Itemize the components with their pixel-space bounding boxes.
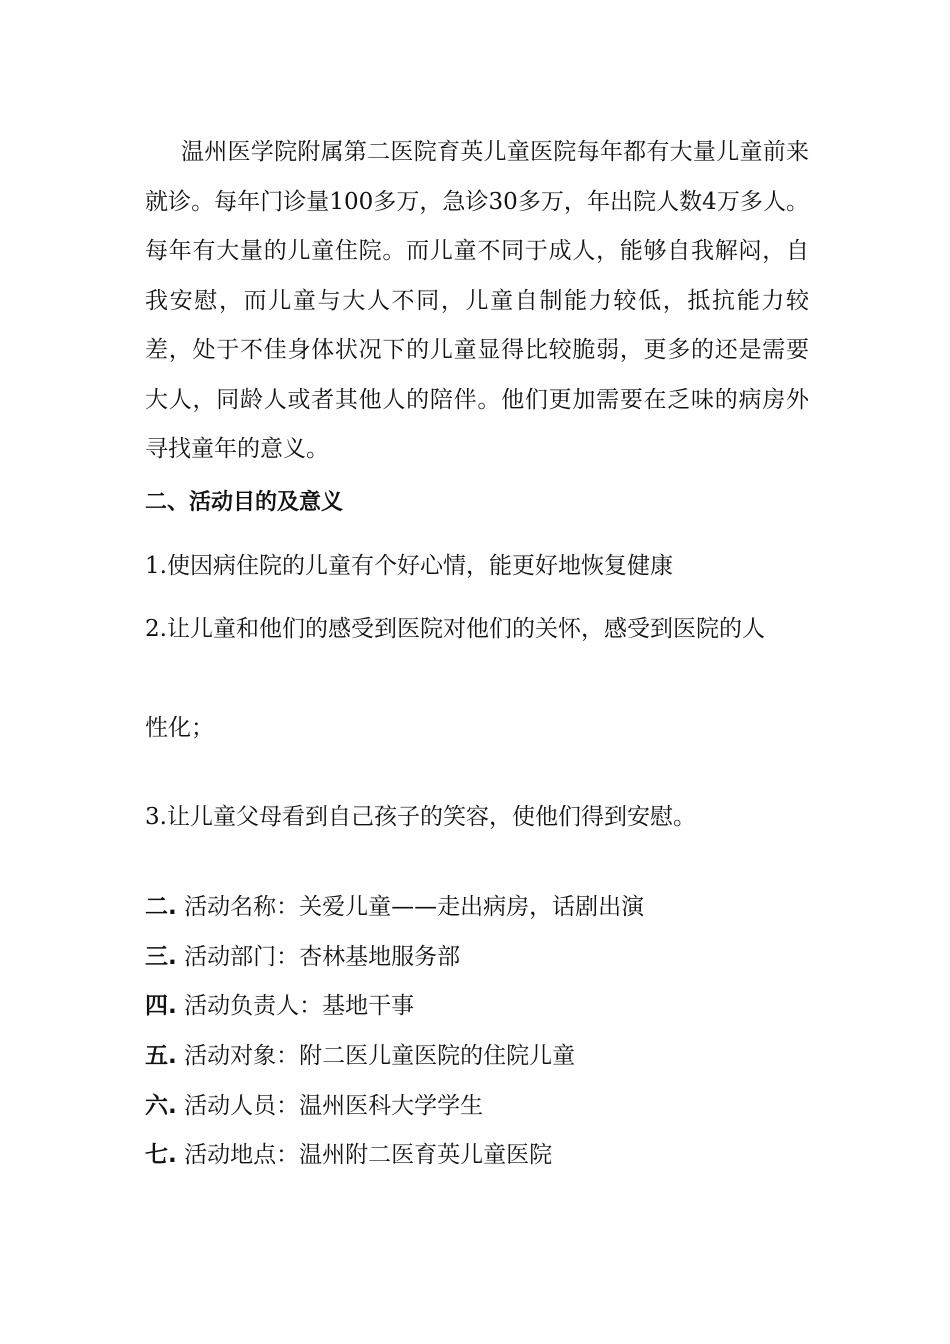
info-row-location	[145, 1136, 552, 1169]
info-row-person-in-charge	[145, 987, 414, 1020]
info-label: 活动负责人：	[184, 993, 323, 1019]
info-label: 活动部门：	[184, 944, 300, 970]
info-label: 活动地点：	[184, 1142, 300, 1168]
info-row-activity-name	[145, 888, 644, 921]
info-value: 附二医儿童医院的住院儿童	[299, 1043, 576, 1069]
info-number: 四.	[145, 993, 177, 1019]
info-number: 六.	[145, 1093, 177, 1119]
info-value: 温州医科大学学生	[299, 1093, 484, 1119]
purpose-item-3: 3.让儿童父母看到自己孩子的笑容，使他们得到安慰。	[145, 804, 696, 830]
info-number: 二.	[145, 894, 177, 920]
info-number: 七.	[145, 1142, 177, 1168]
info-number: 三.	[145, 944, 177, 970]
purpose-item-2-continued: 性化；	[145, 715, 214, 741]
info-row-target	[145, 1037, 575, 1070]
info-label: 活动人员：	[184, 1093, 300, 1119]
info-number: 五.	[145, 1043, 177, 1069]
info-row-personnel	[145, 1087, 483, 1120]
info-label: 活动对象：	[184, 1043, 300, 1069]
info-value: 基地干事	[322, 993, 415, 1019]
purpose-item-2: 2.让儿童和他们的感受到医院对他们的关怀，感受到医院的人	[145, 616, 765, 642]
info-value: 关爱儿童——走出病房，话剧出演	[299, 894, 645, 920]
purpose-item-1: 1.使因病住院的儿童有个好心情，能更好地恢复健康	[145, 553, 673, 579]
info-value: 温州附二医育英儿童医院	[299, 1142, 553, 1168]
info-value: 杏林基地服务部	[299, 944, 461, 970]
section-heading: 二、活动目的及意义	[145, 490, 344, 515]
info-label: 活动名称：	[184, 894, 300, 920]
info-row-department	[145, 938, 460, 971]
intro-paragraph: 温州医学院附属第二医院育英儿童医院每年都有大量儿童前来就诊。每年门诊量100多万，急诊30多万，年出院人数4万多人。每年有大量的儿童住院。而儿童不同于成人，能够自我解闷，自我安慰，而儿童与大人不同，儿童自制能力较低，抵抗能力较差，处于不佳身体状况下的儿童显得比较脆弱，更多的还是需要大人，同龄人或者其他人的陪伴。他们更加需要在乏味的病房外寻找童年的意义。	[145, 139, 809, 462]
